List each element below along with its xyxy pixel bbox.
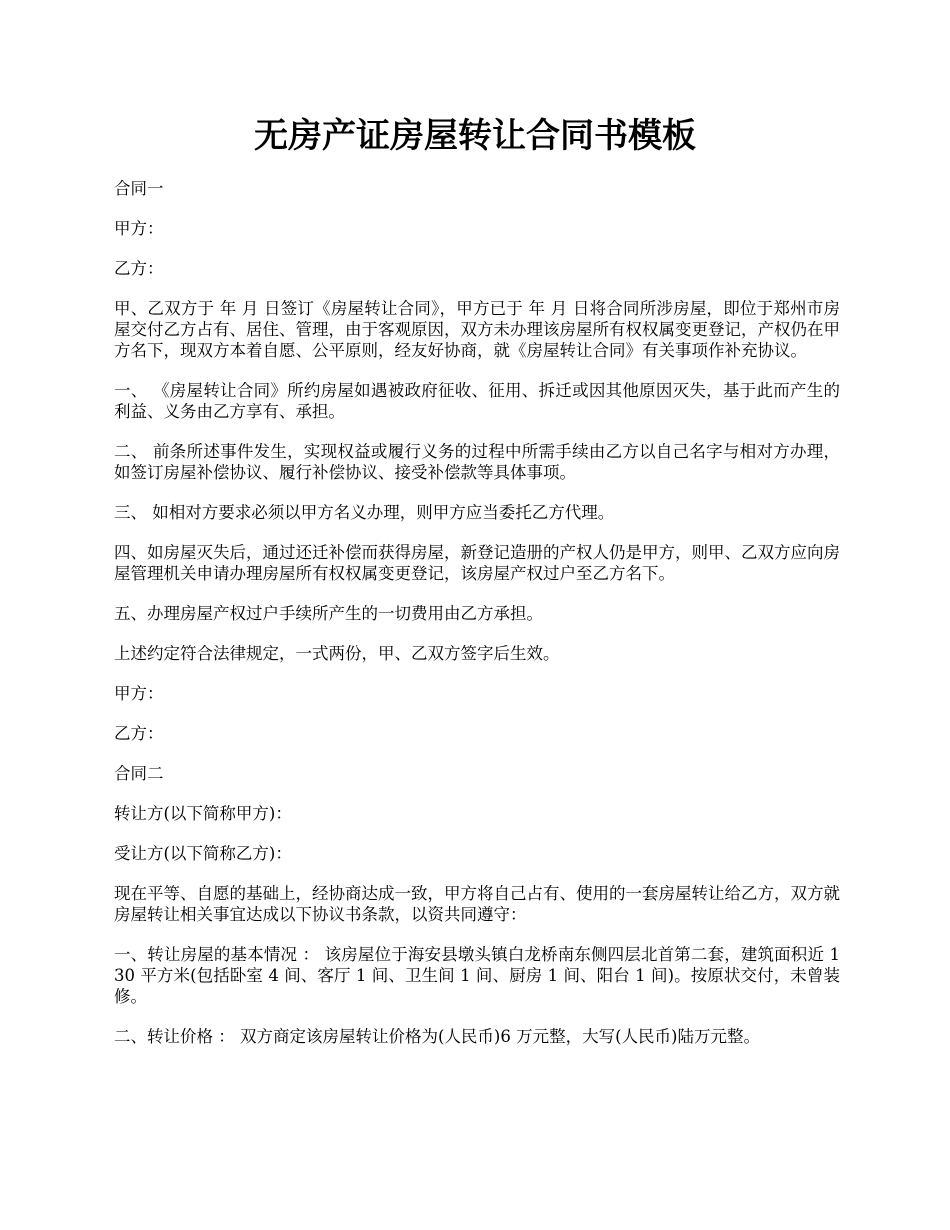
signature-party-a: 甲方： bbox=[114, 684, 164, 703]
contract-two-intro: 现在平等、自愿的基础上，经协商达成一致，甲方将自己占有、使用的一套房屋转让给乙方，双方就房屋转让相关事宜达成以下协议书条款，以资共同遵守： bbox=[114, 884, 840, 924]
effect-statement: 上述约定符合法律规定，一式两份，甲、乙双方签字后生效。 bbox=[114, 644, 560, 663]
signature-party-b: 乙方： bbox=[114, 724, 164, 743]
transferor-line: 转让方(以下简称甲方)： bbox=[114, 804, 292, 823]
contract-two-clause-2: 二、转让价格 ： 双方商定该房屋转让价格为(人民币)6 万元整，大写(人民币)陆万元整。 bbox=[114, 1027, 760, 1046]
clause-2: 二、 前条所述事件发生，实现权益或履行义务的过程中所需手续由乙方以自己名字与相对方办理，如签订房屋补偿协议、履行补偿协议、接受补偿款等具体事项。 bbox=[114, 442, 840, 482]
clause-5: 五、办理房屋产权过户手续所产生的一切费用由乙方承担。 bbox=[114, 604, 543, 623]
clause-3: 三、 如相对方要求必须以甲方名义办理，则甲方应当委托乙方代理。 bbox=[114, 503, 615, 522]
contract-two-clause-1: 一、转让房屋的基本情况 ： 该房屋位于海安县墩头镇白龙桥南东侧四层北首第二套，建筑面积近 130 平方米(包括卧室 4 间、客厅 1 间、卫生间 1 间、厨房 1 间、阳台 1 间)。按原状交付，未曾装修。 bbox=[114, 945, 840, 1006]
transferee-line: 受让方(以下简称乙方)： bbox=[114, 844, 292, 863]
party-b-line: 乙方： bbox=[114, 259, 164, 278]
party-a-line: 甲方： bbox=[114, 219, 164, 238]
clause-4: 四、如房屋灭失后，通过还迁补偿而获得房屋，新登记造册的产权人仍是甲方，则甲、乙双方应向房屋管理机关申请办理房屋所有权权属变更登记，该房屋产权过户至乙方名下。 bbox=[114, 543, 840, 583]
heading-contract-two: 合同二 bbox=[114, 764, 164, 783]
document-body bbox=[114, 178, 840, 1066]
clause-1: 一、 《房屋转让合同》所约房屋如遇被政府征收、征用、拆迁或因其他原因灭失，基于此而产生的利益、义务由乙方享有、承担。 bbox=[114, 381, 840, 421]
heading-contract-one: 合同一 bbox=[114, 179, 164, 198]
document-title: 无房产证房屋转让合同书模板 bbox=[254, 116, 696, 156]
intro-paragraph: 甲、乙双方于 年 月 日签订《房屋转让合同》，甲方已于 年 月 日将合同所涉房屋，即位于郑州市房屋交付乙方占有、居住、管理，由于客观原因，双方未办理该房屋所有权权属变更登记，产权仍在甲方名下，现双方本着自愿、公平原则，经友好协商，就《房屋转让合同》有关事项作补充协议。 bbox=[114, 299, 840, 360]
